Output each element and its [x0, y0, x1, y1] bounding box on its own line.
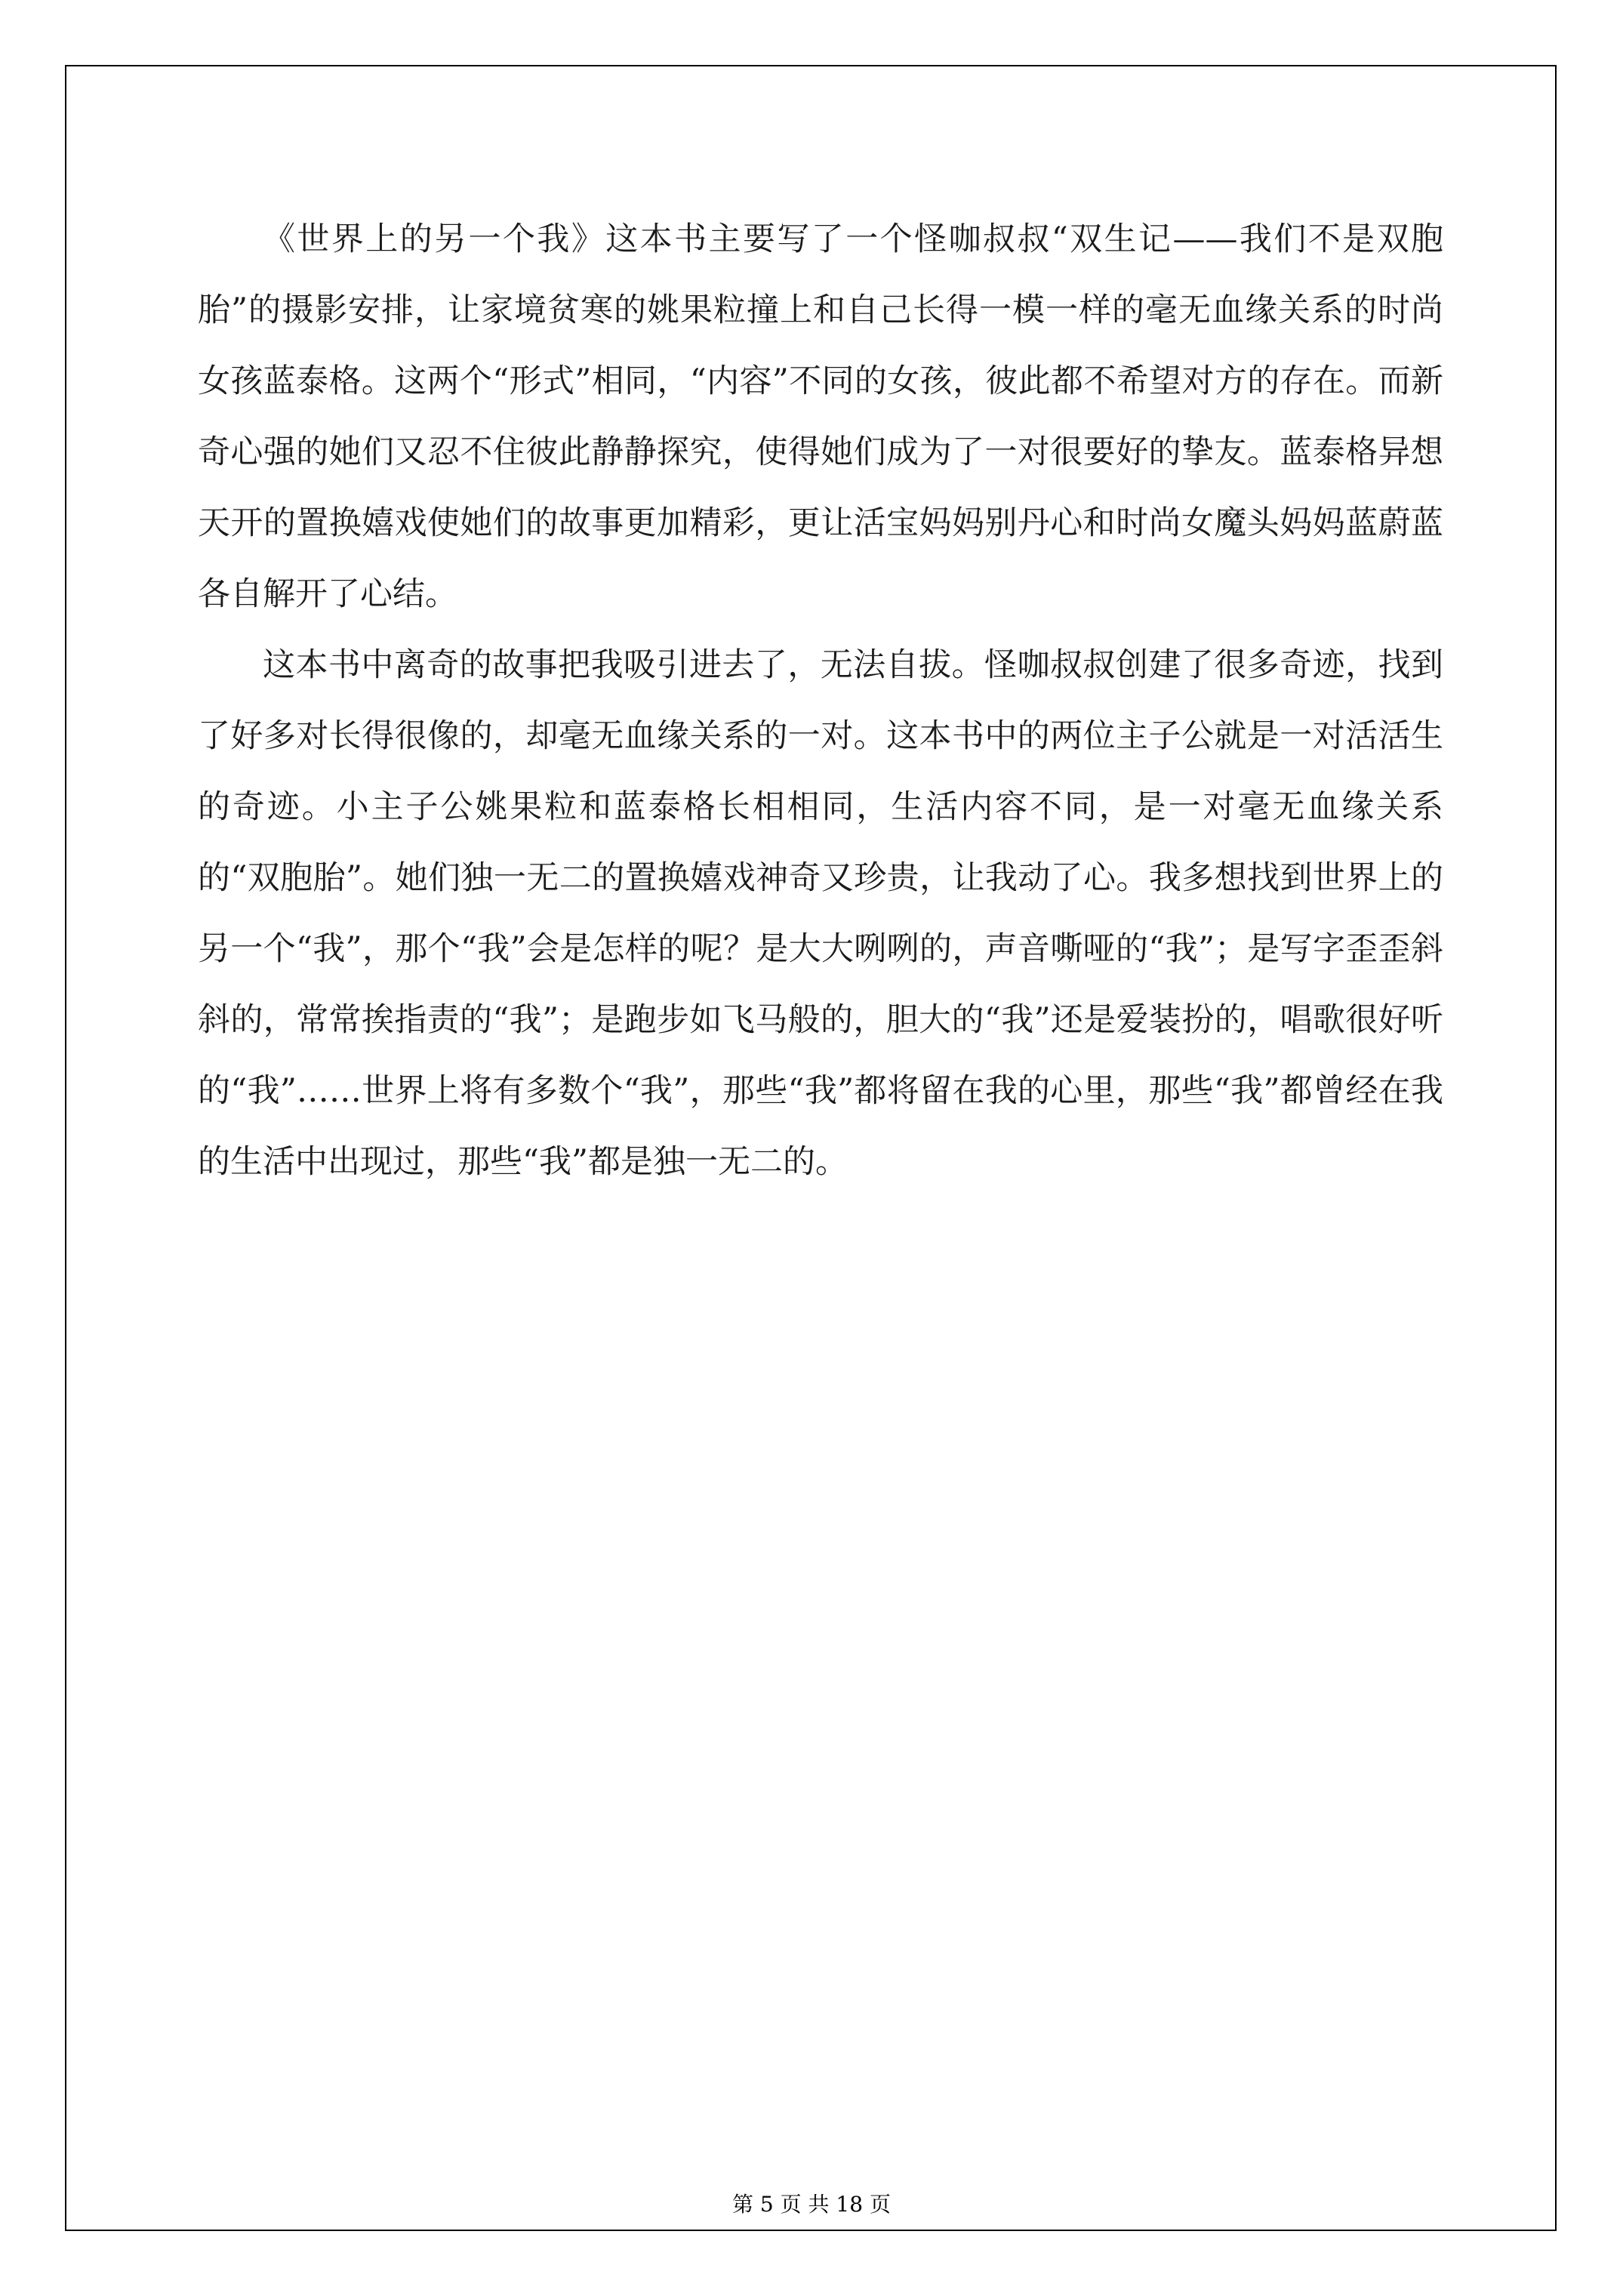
- page-number-footer: 第 5 页 共 18 页: [732, 2192, 891, 2217]
- paragraph-2: 这本书中离奇的故事把我吸引进去了，无法自拔。怪咖叔叔创建了很多奇迹，找到了好多对长得很像的，却毫无血缘关系的一对。这本书中的两位主子公就是一对活活生的奇迹。小主子公姚果粒和蓝泰格长相相同，生活内容不同，是一对毫无血缘关系的“双胞胎”。她们独一无二的置换嬉戏神奇又珍贵，让我动了心。我多想找到世界上的另一个“我”，那个“我”会是怎样的呢？是大大咧咧的，声音嘶哑的“我”；是写字歪歪斜斜的，常常挨指责的“我”；是跑步如飞马般的，胆大的“我”还是爱装扮的，唱歌很好听的“我”……世界上将有多数个“我”，那些“我”都将留在我的心里，那些“我”都曾经在我的生活中出现过，那些“我”都是独一无二的。: [198, 646, 1443, 1181]
- document-body: [198, 204, 1443, 1197]
- paragraph-1: 《世界上的另一个我》这本书主要写了一个怪咖叔叔“双生记——我们不是双胞胎”的摄影安排，让家境贫寒的姚果粒撞上和自己长得一模一样的毫无血缘关系的时尚女孩蓝泰格。这两个“形式”相同，“内容”不同的女孩，彼此都不希望对方的存在。而新奇心强的她们又忍不住彼此静静探究，使得她们成为了一对很要好的挚友。蓝泰格异想天开的置换嬉戏使她们的故事更加精彩，更让活宝妈妈别丹心和时尚女魔头妈妈蓝蔚蓝各自解开了心结。: [198, 220, 1443, 613]
